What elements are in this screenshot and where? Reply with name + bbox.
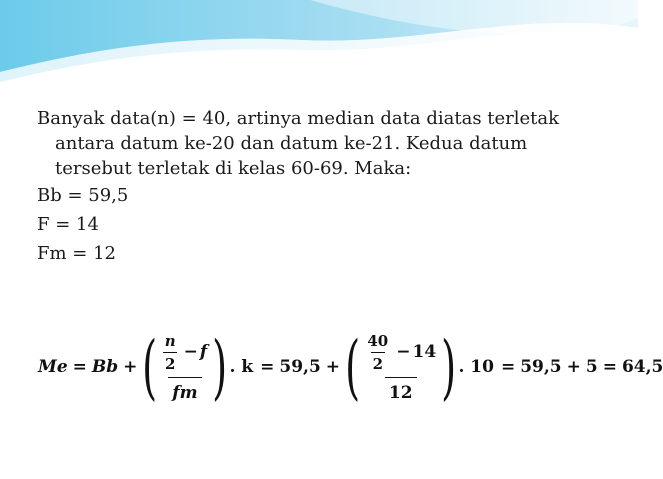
n-symbol: n	[164, 331, 176, 350]
formula-fraction-1	[160, 332, 210, 403]
minus-symbol-1: −	[183, 342, 198, 362]
formula-dot-k: . k	[229, 357, 254, 377]
formula-equals-3: =	[500, 357, 516, 377]
bb-value-line: Bb = 59,5	[37, 185, 129, 206]
formula-fraction-2	[362, 332, 439, 403]
two-symbol: 2	[163, 352, 177, 373]
fraction-1-denominator: fm	[168, 377, 201, 403]
formula-me: Me	[38, 357, 68, 377]
formula-dot-10: . 10	[458, 357, 494, 377]
formula-five: 5	[585, 357, 598, 377]
formula-equals-1: =	[72, 357, 87, 377]
right-paren-2: )	[441, 326, 457, 408]
median-formula	[38, 322, 663, 412]
intro-paragraph: Banyak data(n) = 40, artinya median data diatas terletak antara datum ke-20 dan datum ke-21. Kedua datum tersebut terletak di kelas 60-69. Maka:	[37, 108, 560, 179]
formula-equals-2: =	[260, 357, 275, 377]
formula-plus-2: +	[325, 357, 341, 377]
formula-59-5-b: 59,5	[520, 357, 562, 377]
formula-59-5-a: 59,5	[279, 357, 321, 377]
header-wave-decoration	[0, 0, 638, 90]
left-paren-1: (	[142, 326, 158, 408]
formula-plus-3: +	[566, 357, 581, 377]
formula-plus-1: +	[123, 357, 138, 377]
slide-body	[37, 106, 607, 268]
fm-value-line: Fm = 12	[37, 243, 116, 264]
f-symbol: f	[199, 342, 208, 362]
formula-equals-4: =	[602, 357, 617, 377]
fraction-2-denominator: 12	[385, 377, 417, 403]
right-paren-1: )	[212, 326, 228, 408]
two-symbol-b: 2	[371, 352, 385, 373]
formula-result: 64,5	[621, 357, 663, 377]
minus-symbol-2: −	[396, 342, 411, 362]
forty-over-2	[365, 332, 390, 373]
forty-symbol: 40	[367, 331, 389, 350]
fourteen-symbol: 14	[412, 342, 437, 362]
left-paren-2: (	[345, 326, 361, 408]
fraction-2-numerator	[362, 332, 439, 377]
formula-bb: Bb	[91, 357, 119, 377]
n-over-2	[163, 332, 178, 373]
f-value-line: F = 14	[37, 214, 99, 235]
fraction-1-numerator	[160, 332, 210, 377]
